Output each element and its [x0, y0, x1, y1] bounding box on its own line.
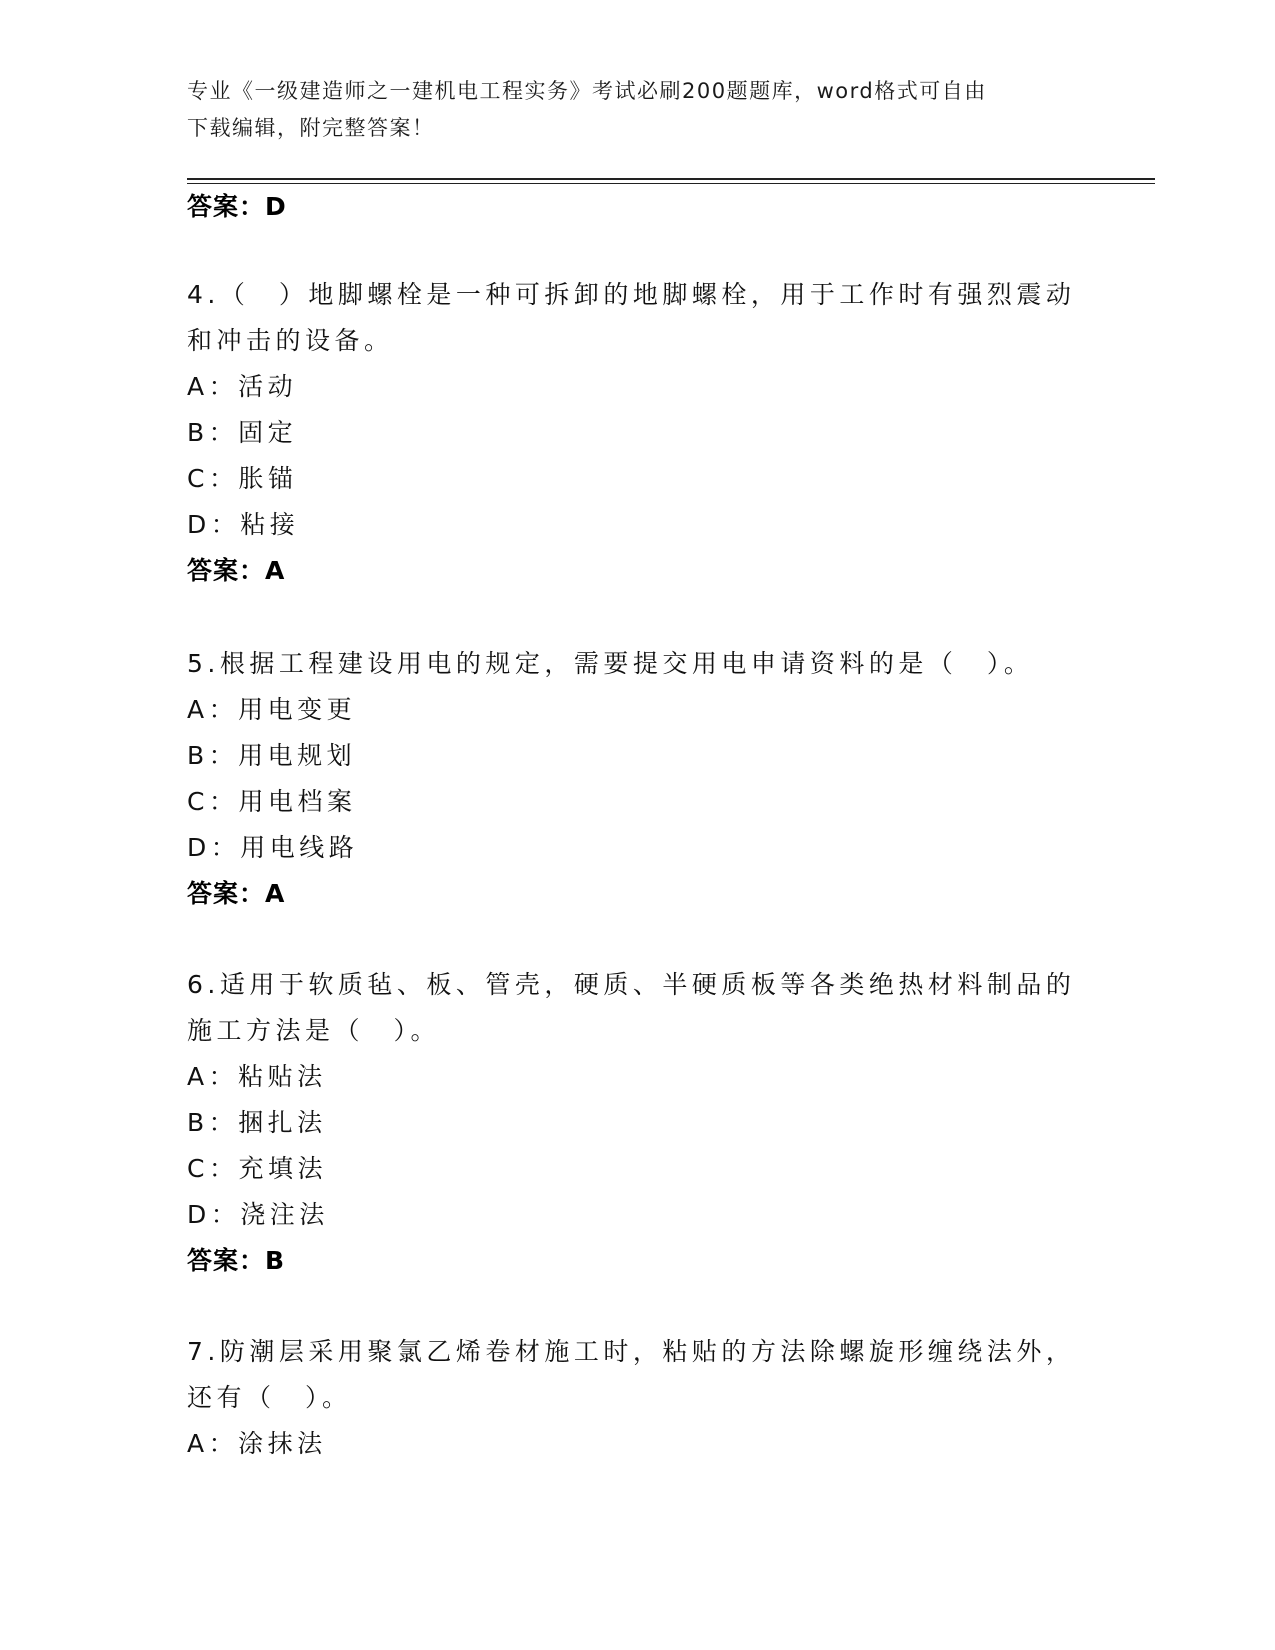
- option-d: D：用电线路: [187, 833, 359, 862]
- document-header: [187, 73, 1107, 147]
- option-a: A：涂抹法: [187, 1429, 327, 1458]
- header-line-2: 下载编辑，附完整答案！: [187, 116, 435, 140]
- option-b: B：固定: [187, 418, 298, 447]
- question-stem: 6.适用于软质毡、板、管壳，硬质、半硬质板等各类绝热材料制品的: [187, 970, 1076, 999]
- option-d: D：浇注法: [187, 1200, 329, 1229]
- question-stem: 5.根据工程建设用电的规定，需要提交用电申请资料的是（ ）。: [187, 649, 1034, 678]
- question-stem: 4.（ ）地脚螺栓是一种可拆卸的地脚螺栓，用于工作时有强烈震动: [187, 280, 1076, 309]
- question-7: [187, 1329, 1076, 1467]
- question-stem: 7.防潮层采用聚氯乙烯卷材施工时，粘贴的方法除螺旋形缠绕法外，: [187, 1337, 1076, 1366]
- question-stem: 施工方法是（ ）。: [187, 1016, 441, 1045]
- question-5: [187, 641, 1067, 917]
- answer-label: 答案：A: [187, 879, 286, 908]
- question-stem: 和冲击的设备。: [187, 326, 394, 355]
- answer-label: 答案：D: [187, 192, 287, 221]
- header-rule: [187, 178, 1155, 180]
- option-b: B：用电规划: [187, 741, 357, 770]
- option-a: A：粘贴法: [187, 1062, 327, 1091]
- question-3-answer-block: [187, 184, 1067, 230]
- option-c: C：胀锚: [187, 464, 298, 493]
- answer-label: 答案：A: [187, 556, 286, 585]
- question-stem: 还有（ ）。: [187, 1383, 352, 1412]
- option-d: D：粘接: [187, 510, 300, 539]
- question-6: [187, 962, 1076, 1284]
- header-line-1: 专业《一级建造师之一建机电工程实务》考试必刷200题题库，word格式可自由: [187, 79, 987, 103]
- answer-label: 答案：B: [187, 1246, 286, 1275]
- option-c: C：用电档案: [187, 787, 357, 816]
- option-a: A：活动: [187, 372, 298, 401]
- question-4: [187, 272, 1076, 594]
- option-a: A：用电变更: [187, 695, 357, 724]
- option-b: B：捆扎法: [187, 1108, 327, 1137]
- option-c: C：充填法: [187, 1154, 327, 1183]
